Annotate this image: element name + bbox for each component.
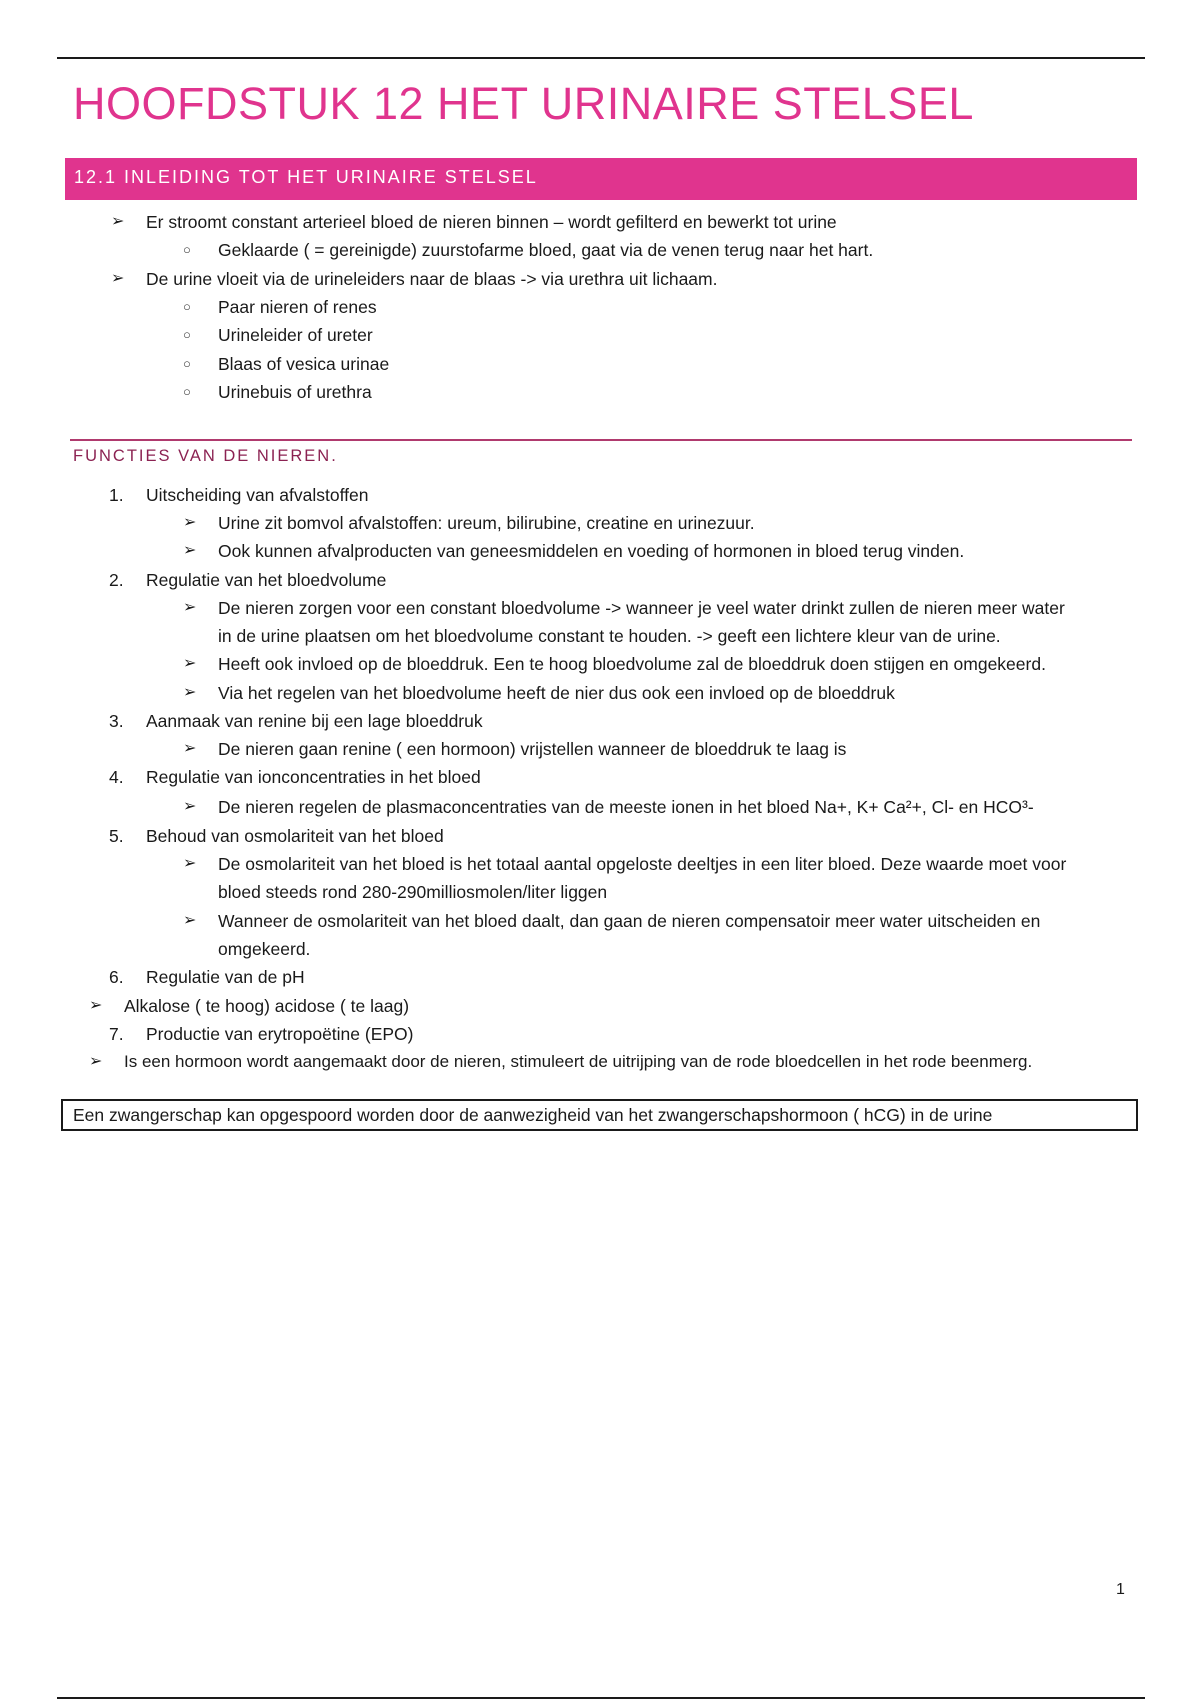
list-number: 7. — [109, 1024, 124, 1044]
list-item: Urine zit bomvol afvalstoffen: ureum, bilirubine, creatine en urinezuur. — [218, 513, 755, 533]
arrow-bullet-icon: ➢ — [183, 514, 197, 531]
arrow-bullet-icon: ➢ — [111, 213, 125, 230]
arrow-bullet-icon: ➢ — [183, 740, 197, 757]
circle-bullet-icon: ○ — [183, 356, 191, 371]
list-item: Heeft ook invloed op de bloeddruk. Een te hoog bloedvolume zal de bloeddruk doen stijgen en omgekeerd. — [218, 654, 1046, 674]
section-heading: 12.1 INLEIDING TOT HET URINAIRE STELSEL — [74, 167, 538, 187]
list-item-continuation: omgekeerd. — [218, 939, 311, 959]
list-item: Paar nieren of renes — [218, 297, 377, 317]
arrow-bullet-icon: ➢ — [89, 1053, 103, 1070]
list-number: 5. — [109, 826, 124, 846]
note-text: Een zwangerschap kan opgespoord worden door de aanwezigheid van het zwangerschapshormoon ( hCG) in de urine — [73, 1105, 993, 1125]
circle-bullet-icon: ○ — [183, 299, 191, 314]
note-box — [61, 1099, 1138, 1131]
section-divider — [70, 439, 1132, 441]
list-item: Aanmaak van renine bij een lage bloeddruk — [146, 711, 483, 731]
list-number: 1. — [109, 485, 124, 505]
arrow-bullet-icon: ➢ — [183, 855, 197, 872]
list-number: 4. — [109, 767, 124, 787]
list-item: Urinebuis of urethra — [218, 382, 372, 402]
list-item: Uitscheiding van afvalstoffen — [146, 485, 369, 505]
list-item: Regulatie van de pH — [146, 967, 305, 987]
page-number: 1 — [1116, 1581, 1125, 1598]
arrow-bullet-icon: ➢ — [183, 542, 197, 559]
list-item: Ook kunnen afvalproducten van geneesmiddelen en voeding of hormonen in bloed terug vinden. — [218, 541, 965, 561]
list-number: 2. — [109, 570, 124, 590]
list-item: Wanneer de osmolariteit van het bloed daalt, dan gaan de nieren compensatoir meer water uitscheiden en — [218, 911, 1041, 931]
list-item: Via het regelen van het bloedvolume heeft de nier dus ook een invloed op de bloeddruk — [218, 683, 895, 703]
list-item: De urine vloeit via de urineleiders naar de blaas -> via urethra uit lichaam. — [146, 269, 718, 289]
circle-bullet-icon: ○ — [183, 242, 191, 257]
list-item: Regulatie van ionconcentraties in het bloed — [146, 767, 481, 787]
arrow-bullet-icon: ➢ — [183, 684, 197, 701]
list-item: Urineleider of ureter — [218, 325, 373, 345]
list-item: Regulatie van het bloedvolume — [146, 570, 387, 590]
arrow-bullet-icon: ➢ — [183, 599, 197, 616]
subsection-heading: FUNCTIES VAN DE NIEREN. — [73, 447, 338, 465]
list-number: 6. — [109, 967, 124, 987]
list-item: Er stroomt constant arterieel bloed de nieren binnen – wordt gefilterd en bewerkt tot urine — [146, 212, 837, 232]
top-rule — [57, 57, 1145, 59]
arrow-bullet-icon: ➢ — [111, 270, 125, 287]
list-number: 3. — [109, 711, 124, 731]
list-item: De nieren zorgen voor een constant bloedvolume -> wanneer je veel water drinkt zullen de nieren meer water — [218, 598, 1065, 618]
circle-bullet-icon: ○ — [183, 384, 191, 399]
list-item-continuation: in de urine plaatsen om het bloedvolume constant te houden. -> geeft een lichtere kleur van de urine. — [218, 626, 1001, 646]
list-item: Blaas of vesica urinae — [218, 354, 390, 374]
bottom-rule — [57, 1697, 1145, 1699]
page-title: HOOFDSTUK 12 HET URINAIRE STELSEL — [73, 78, 974, 129]
list-item-continuation: bloed steeds rond 280-290milliosmolen/liter liggen — [218, 882, 608, 902]
list-item: De nieren regelen de plasmaconcentraties van de meeste ionen in het bloed Na+, K+ Ca²+, Cl- en HCO³- — [218, 797, 1034, 817]
list-item: De nieren gaan renine ( een hormoon) vrijstellen wanneer de bloeddruk te laag is — [218, 739, 847, 759]
arrow-bullet-icon: ➢ — [183, 798, 197, 815]
list-item: Behoud van osmolariteit van het bloed — [146, 826, 444, 846]
arrow-bullet-icon: ➢ — [89, 997, 103, 1014]
list-item: Alkalose ( te hoog) acidose ( te laag) — [124, 996, 410, 1016]
section-banner — [65, 158, 1137, 200]
arrow-bullet-icon: ➢ — [183, 912, 197, 929]
arrow-bullet-icon: ➢ — [183, 655, 197, 672]
circle-bullet-icon: ○ — [183, 327, 191, 342]
list-item: Is een hormoon wordt aangemaakt door de nieren, stimuleert de uitrijping van de rode bloedcellen in het rode beenmerg. — [124, 1052, 1033, 1071]
list-item: Geklaarde ( = gereinigde) zuurstofarme bloed, gaat via de venen terug naar het hart. — [218, 240, 874, 260]
list-item: De osmolariteit van het bloed is het totaal aantal opgeloste deeltjes in een liter bloed. Deze waarde moet voor — [218, 854, 1067, 874]
list-item: Productie van erytropoëtine (EPO) — [146, 1024, 414, 1044]
